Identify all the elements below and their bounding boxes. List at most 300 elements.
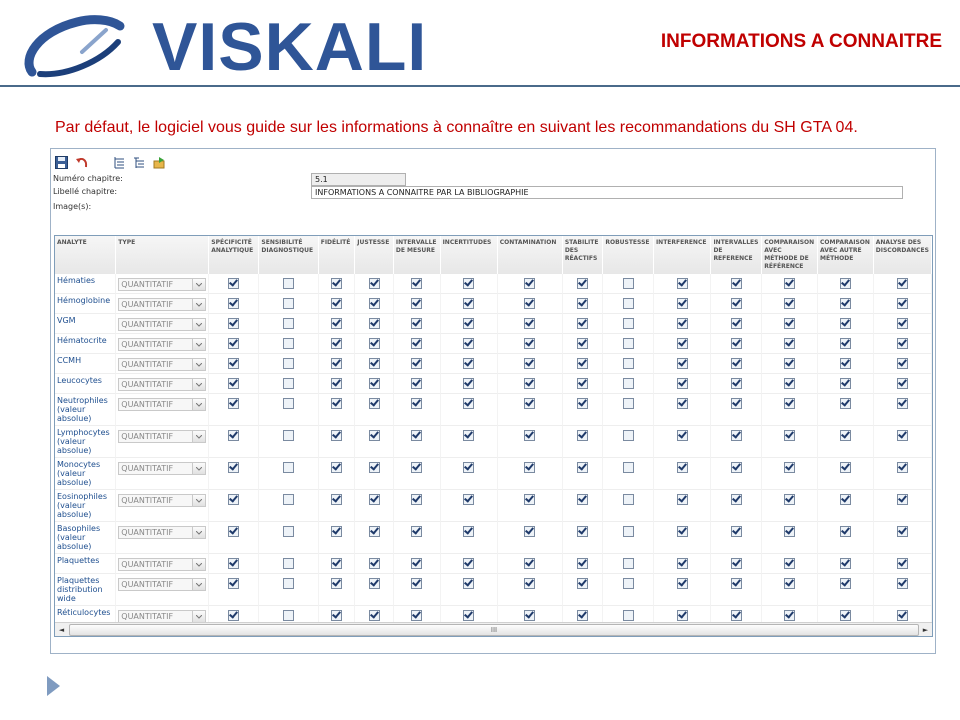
check-cell: [874, 490, 932, 522]
check-cell: [563, 574, 604, 606]
column-header[interactable]: COMPARAISON AVEC MÉTHODE DE RÉFÉRENCE: [762, 236, 818, 274]
requirement-checkbox[interactable]: [897, 494, 908, 505]
requirement-checkbox[interactable]: [228, 338, 239, 349]
requirement-checkbox[interactable]: [463, 278, 474, 289]
requirement-checkbox[interactable]: [731, 578, 742, 589]
scroll-right-button[interactable]: [919, 623, 932, 636]
export-button[interactable]: [151, 154, 167, 170]
check-cell: [762, 522, 818, 554]
requirement-checkbox[interactable]: [577, 298, 588, 309]
save-icon: [55, 156, 68, 169]
requirement-checkbox[interactable]: [623, 278, 634, 289]
requirement-checkbox[interactable]: [228, 398, 239, 409]
requirement-checkbox[interactable]: [283, 278, 294, 289]
requirement-checkbox[interactable]: [677, 338, 688, 349]
requirement-checkbox[interactable]: [331, 398, 342, 409]
chevron-down-icon[interactable]: [192, 527, 205, 538]
requirement-checkbox[interactable]: [897, 398, 908, 409]
requirement-checkbox[interactable]: [524, 558, 535, 569]
requirement-checkbox[interactable]: [369, 338, 380, 349]
type-select-value: QUANTITATIF: [121, 380, 174, 389]
requirement-checkbox[interactable]: [411, 462, 422, 473]
chevron-down-icon[interactable]: [192, 339, 205, 350]
requirement-checkbox[interactable]: [369, 278, 380, 289]
requirement-checkbox[interactable]: [524, 278, 535, 289]
requirement-checkbox[interactable]: [524, 526, 535, 537]
requirement-checkbox[interactable]: [623, 298, 634, 309]
requirement-checkbox[interactable]: [228, 298, 239, 309]
requirement-checkbox[interactable]: [228, 430, 239, 441]
requirement-checkbox[interactable]: [784, 358, 795, 369]
requirement-checkbox[interactable]: [463, 358, 474, 369]
requirement-checkbox[interactable]: [897, 430, 908, 441]
requirement-checkbox[interactable]: [577, 398, 588, 409]
column-header[interactable]: ROBUSTESSE: [603, 236, 654, 274]
requirement-checkbox[interactable]: [623, 358, 634, 369]
requirement-checkbox[interactable]: [463, 526, 474, 537]
requirement-checkbox[interactable]: [784, 378, 795, 389]
type-select[interactable]: [118, 358, 206, 371]
scroll-thumb[interactable]: [69, 624, 919, 636]
type-select-value: QUANTITATIF: [121, 400, 174, 409]
requirement-checkbox[interactable]: [463, 558, 474, 569]
requirement-checkbox[interactable]: [784, 494, 795, 505]
requirement-checkbox[interactable]: [228, 610, 239, 621]
requirement-checkbox[interactable]: [840, 430, 851, 441]
column-header[interactable]: SENSIBILITÉ DIAGNOSTIQUE: [259, 236, 318, 274]
requirement-checkbox[interactable]: [411, 318, 422, 329]
type-select[interactable]: [118, 338, 206, 351]
requirement-checkbox[interactable]: [677, 578, 688, 589]
requirement-checkbox[interactable]: [463, 578, 474, 589]
requirement-checkbox[interactable]: [731, 430, 742, 441]
requirement-checkbox[interactable]: [463, 462, 474, 473]
requirement-checkbox[interactable]: [411, 278, 422, 289]
requirement-checkbox[interactable]: [463, 338, 474, 349]
requirement-checkbox[interactable]: [331, 358, 342, 369]
check-cell: [762, 426, 818, 458]
requirement-checkbox[interactable]: [840, 318, 851, 329]
requirement-checkbox[interactable]: [840, 298, 851, 309]
requirement-checkbox[interactable]: [677, 398, 688, 409]
column-header[interactable]: INTERFERENCE: [654, 236, 711, 274]
column-header[interactable]: CONTAMINATION: [498, 236, 563, 274]
requirement-checkbox[interactable]: [677, 298, 688, 309]
requirement-checkbox[interactable]: [731, 278, 742, 289]
type-select[interactable]: [118, 462, 206, 475]
chevron-down-icon[interactable]: [192, 463, 205, 474]
chevron-down-icon[interactable]: [192, 359, 205, 370]
requirement-checkbox[interactable]: [623, 526, 634, 537]
type-select[interactable]: [118, 526, 206, 539]
requirement-checkbox[interactable]: [331, 298, 342, 309]
analyte-name: VGM: [55, 314, 116, 334]
requirement-checkbox[interactable]: [840, 338, 851, 349]
check-cell: [319, 394, 356, 426]
requirement-checkbox[interactable]: [411, 378, 422, 389]
requirement-checkbox[interactable]: [623, 578, 634, 589]
requirement-checkbox[interactable]: [369, 578, 380, 589]
chapter-label-field[interactable]: INFORMATIONS A CONNAITRE PAR LA BIBLIOGRAPHIE: [311, 186, 903, 199]
check-cell: [603, 574, 654, 606]
check-cell: [498, 334, 563, 354]
check-cell: [355, 354, 394, 374]
requirement-checkbox[interactable]: [623, 610, 634, 621]
requirement-checkbox[interactable]: [784, 578, 795, 589]
type-cell: [116, 314, 209, 334]
check-cell: [394, 334, 441, 354]
requirement-checkbox[interactable]: [463, 610, 474, 621]
requirement-checkbox[interactable]: [897, 278, 908, 289]
requirement-checkbox[interactable]: [524, 610, 535, 621]
requirement-checkbox[interactable]: [228, 278, 239, 289]
requirement-checkbox[interactable]: [331, 494, 342, 505]
requirement-checkbox[interactable]: [840, 278, 851, 289]
requirement-checkbox[interactable]: [897, 378, 908, 389]
requirement-checkbox[interactable]: [331, 318, 342, 329]
chapter-number-field[interactable]: 5.1: [311, 173, 406, 186]
requirement-checkbox[interactable]: [283, 462, 294, 473]
requirement-checkbox[interactable]: [897, 358, 908, 369]
requirement-checkbox[interactable]: [577, 338, 588, 349]
requirement-checkbox[interactable]: [524, 494, 535, 505]
requirement-checkbox[interactable]: [331, 558, 342, 569]
requirement-checkbox[interactable]: [677, 462, 688, 473]
requirement-checkbox[interactable]: [369, 318, 380, 329]
type-select-value: QUANTITATIF: [121, 496, 174, 505]
requirement-checkbox[interactable]: [731, 494, 742, 505]
requirement-checkbox[interactable]: [283, 526, 294, 537]
requirement-checkbox[interactable]: [283, 578, 294, 589]
requirement-checkbox[interactable]: [731, 558, 742, 569]
type-select[interactable]: [118, 578, 206, 591]
requirement-checkbox[interactable]: [463, 318, 474, 329]
requirement-checkbox[interactable]: [369, 558, 380, 569]
requirement-checkbox[interactable]: [840, 558, 851, 569]
column-header[interactable]: ANALYSE DES DISCORDANCES: [874, 236, 932, 274]
column-header[interactable]: JUSTESSE: [355, 236, 394, 274]
type-select[interactable]: [118, 298, 206, 311]
requirement-checkbox[interactable]: [524, 358, 535, 369]
requirement-checkbox[interactable]: [784, 610, 795, 621]
requirement-checkbox[interactable]: [784, 558, 795, 569]
check-cell: [209, 294, 259, 314]
chevron-down-icon[interactable]: [192, 495, 205, 506]
requirement-checkbox[interactable]: [897, 462, 908, 473]
requirement-checkbox[interactable]: [577, 318, 588, 329]
requirement-checkbox[interactable]: [840, 358, 851, 369]
requirement-checkbox[interactable]: [228, 558, 239, 569]
requirement-checkbox[interactable]: [840, 462, 851, 473]
requirement-checkbox[interactable]: [228, 378, 239, 389]
requirement-checkbox[interactable]: [331, 278, 342, 289]
requirement-checkbox[interactable]: [411, 578, 422, 589]
requirement-checkbox[interactable]: [411, 430, 422, 441]
requirement-checkbox[interactable]: [623, 430, 634, 441]
chevron-down-icon[interactable]: [192, 279, 205, 290]
next-slide-arrow-icon[interactable]: [47, 676, 60, 696]
requirement-checkbox[interactable]: [784, 338, 795, 349]
requirement-checkbox[interactable]: [677, 378, 688, 389]
requirement-checkbox[interactable]: [524, 378, 535, 389]
type-select-value: QUANTITATIF: [121, 612, 174, 621]
analyte-name: CCMH: [55, 354, 116, 374]
requirement-checkbox[interactable]: [677, 558, 688, 569]
check-cell: [711, 274, 762, 294]
requirement-checkbox[interactable]: [784, 298, 795, 309]
type-select[interactable]: [118, 278, 206, 291]
column-header[interactable]: INCERTITUDES: [441, 236, 498, 274]
requirement-checkbox[interactable]: [411, 526, 422, 537]
undo-button[interactable]: [73, 154, 89, 170]
indent-icon: [113, 156, 126, 169]
requirement-checkbox[interactable]: [731, 358, 742, 369]
table-row: [55, 522, 932, 554]
requirement-checkbox[interactable]: [228, 578, 239, 589]
requirement-checkbox[interactable]: [840, 610, 851, 621]
requirement-checkbox[interactable]: [411, 558, 422, 569]
column-header[interactable]: TYPE: [116, 236, 209, 274]
requirement-checkbox[interactable]: [784, 430, 795, 441]
requirement-checkbox[interactable]: [897, 298, 908, 309]
requirement-checkbox[interactable]: [524, 398, 535, 409]
requirement-checkbox[interactable]: [897, 318, 908, 329]
table-row: [55, 574, 932, 606]
table-row: [55, 294, 932, 314]
requirement-checkbox[interactable]: [840, 494, 851, 505]
requirement-checkbox[interactable]: [331, 462, 342, 473]
requirement-checkbox[interactable]: [283, 298, 294, 309]
horizontal-scrollbar[interactable]: [55, 622, 932, 636]
requirement-checkbox[interactable]: [623, 398, 634, 409]
requirement-checkbox[interactable]: [731, 338, 742, 349]
indent-button[interactable]: [111, 154, 127, 170]
requirement-checkbox[interactable]: [524, 430, 535, 441]
requirement-checkbox[interactable]: [577, 526, 588, 537]
column-header[interactable]: INTERVALLE DE MESURE: [394, 236, 441, 274]
requirement-checkbox[interactable]: [840, 526, 851, 537]
requirement-checkbox[interactable]: [577, 378, 588, 389]
requirement-checkbox[interactable]: [411, 610, 422, 621]
requirement-checkbox[interactable]: [577, 358, 588, 369]
chevron-down-icon[interactable]: [192, 379, 205, 390]
requirement-checkbox[interactable]: [369, 378, 380, 389]
chevron-down-icon[interactable]: [192, 611, 205, 622]
requirement-checkbox[interactable]: [283, 430, 294, 441]
chevron-down-icon[interactable]: [192, 299, 205, 310]
requirement-checkbox[interactable]: [897, 558, 908, 569]
requirement-checkbox[interactable]: [331, 610, 342, 621]
requirement-checkbox[interactable]: [897, 338, 908, 349]
requirement-checkbox[interactable]: [228, 462, 239, 473]
requirement-checkbox[interactable]: [577, 494, 588, 505]
requirement-checkbox[interactable]: [784, 526, 795, 537]
requirement-checkbox[interactable]: [524, 318, 535, 329]
requirement-checkbox[interactable]: [577, 430, 588, 441]
requirement-checkbox[interactable]: [731, 462, 742, 473]
column-header[interactable]: COMPARAISON AVEC AUTRE MÉTHODE: [818, 236, 874, 274]
type-cell: [116, 490, 209, 522]
requirement-checkbox[interactable]: [283, 378, 294, 389]
requirement-checkbox[interactable]: [463, 494, 474, 505]
requirement-checkbox[interactable]: [411, 494, 422, 505]
requirement-checkbox[interactable]: [677, 494, 688, 505]
requirement-checkbox[interactable]: [283, 358, 294, 369]
column-header[interactable]: SPÉCIFICITÉ ANALYTIQUE: [209, 236, 259, 274]
check-cell: [874, 394, 932, 426]
requirement-checkbox[interactable]: [463, 378, 474, 389]
requirement-checkbox[interactable]: [677, 318, 688, 329]
requirement-checkbox[interactable]: [369, 298, 380, 309]
analyte-name: Hémoglobine: [55, 294, 116, 314]
requirement-checkbox[interactable]: [228, 494, 239, 505]
requirement-checkbox[interactable]: [411, 338, 422, 349]
chevron-down-icon[interactable]: [192, 319, 205, 330]
requirement-checkbox[interactable]: [784, 318, 795, 329]
requirement-checkbox[interactable]: [731, 526, 742, 537]
requirement-checkbox[interactable]: [283, 494, 294, 505]
requirement-checkbox[interactable]: [577, 462, 588, 473]
requirement-checkbox[interactable]: [331, 526, 342, 537]
check-cell: [603, 354, 654, 374]
requirement-checkbox[interactable]: [677, 430, 688, 441]
chevron-down-icon[interactable]: [192, 559, 205, 570]
requirement-checkbox[interactable]: [577, 610, 588, 621]
requirement-checkbox[interactable]: [623, 494, 634, 505]
requirement-checkbox[interactable]: [369, 494, 380, 505]
check-cell: [563, 522, 604, 554]
requirement-checkbox[interactable]: [623, 558, 634, 569]
requirement-checkbox[interactable]: [283, 338, 294, 349]
requirement-checkbox[interactable]: [623, 462, 634, 473]
check-cell: [818, 374, 874, 394]
requirement-checkbox[interactable]: [228, 318, 239, 329]
column-header[interactable]: FIDÉLITÉ: [319, 236, 356, 274]
requirement-checkbox[interactable]: [577, 278, 588, 289]
requirement-checkbox[interactable]: [283, 318, 294, 329]
requirement-checkbox[interactable]: [897, 578, 908, 589]
type-cell: [116, 426, 209, 458]
type-select[interactable]: [118, 318, 206, 331]
type-select[interactable]: [118, 378, 206, 391]
requirement-checkbox[interactable]: [228, 358, 239, 369]
requirement-checkbox[interactable]: [577, 558, 588, 569]
check-cell: [498, 458, 563, 490]
chevron-down-icon[interactable]: [192, 399, 205, 410]
requirement-checkbox[interactable]: [369, 526, 380, 537]
requirement-checkbox[interactable]: [463, 398, 474, 409]
column-header[interactable]: INTERVALLES DE REFERENCE: [711, 236, 762, 274]
requirement-checkbox[interactable]: [623, 378, 634, 389]
requirement-checkbox[interactable]: [331, 378, 342, 389]
requirement-checkbox[interactable]: [228, 526, 239, 537]
requirement-checkbox[interactable]: [840, 378, 851, 389]
check-cell: [209, 574, 259, 606]
requirement-checkbox[interactable]: [331, 338, 342, 349]
outdent-button[interactable]: [131, 154, 147, 170]
requirement-checkbox[interactable]: [524, 578, 535, 589]
check-cell: [711, 314, 762, 334]
check-cell: [441, 354, 498, 374]
requirement-checkbox[interactable]: [369, 462, 380, 473]
check-cell: [355, 294, 394, 314]
requirement-checkbox[interactable]: [677, 278, 688, 289]
requirement-checkbox[interactable]: [524, 338, 535, 349]
requirement-checkbox[interactable]: [283, 398, 294, 409]
chevron-down-icon[interactable]: [192, 431, 205, 442]
requirement-checkbox[interactable]: [463, 298, 474, 309]
requirement-checkbox[interactable]: [677, 610, 688, 621]
requirement-checkbox[interactable]: [677, 526, 688, 537]
requirement-checkbox[interactable]: [369, 358, 380, 369]
requirement-checkbox[interactable]: [897, 526, 908, 537]
check-cell: [603, 394, 654, 426]
type-select-value: QUANTITATIF: [121, 300, 174, 309]
requirement-checkbox[interactable]: [369, 430, 380, 441]
check-cell: [874, 554, 932, 574]
type-select[interactable]: [118, 430, 206, 443]
requirement-checkbox[interactable]: [897, 610, 908, 621]
check-cell: [818, 274, 874, 294]
requirement-checkbox[interactable]: [411, 398, 422, 409]
requirement-checkbox[interactable]: [784, 278, 795, 289]
type-select[interactable]: [118, 398, 206, 411]
check-cell: [319, 522, 356, 554]
requirement-checkbox[interactable]: [784, 398, 795, 409]
requirement-checkbox[interactable]: [731, 378, 742, 389]
column-header[interactable]: ANALYTE: [55, 236, 116, 274]
requirement-checkbox[interactable]: [577, 578, 588, 589]
check-cell: [818, 426, 874, 458]
requirement-checkbox[interactable]: [731, 610, 742, 621]
requirement-checkbox[interactable]: [784, 462, 795, 473]
scroll-left-button[interactable]: [55, 623, 68, 636]
requirement-checkbox[interactable]: [411, 358, 422, 369]
requirement-checkbox[interactable]: [331, 430, 342, 441]
check-cell: [874, 458, 932, 490]
requirement-checkbox[interactable]: [623, 318, 634, 329]
requirement-checkbox[interactable]: [731, 298, 742, 309]
requirement-checkbox[interactable]: [283, 558, 294, 569]
chevron-down-icon[interactable]: [192, 579, 205, 590]
requirement-checkbox[interactable]: [524, 298, 535, 309]
requirement-checkbox[interactable]: [524, 462, 535, 473]
type-select[interactable]: [118, 558, 206, 571]
type-select[interactable]: [118, 494, 206, 507]
check-cell: [498, 374, 563, 394]
requirement-checkbox[interactable]: [840, 398, 851, 409]
type-select-value: QUANTITATIF: [121, 432, 174, 441]
requirement-checkbox[interactable]: [840, 578, 851, 589]
requirement-checkbox[interactable]: [677, 358, 688, 369]
requirement-checkbox[interactable]: [623, 338, 634, 349]
check-cell: [654, 554, 711, 574]
requirement-checkbox[interactable]: [331, 578, 342, 589]
column-header[interactable]: STABILITE DES RÉACTIFS: [563, 236, 604, 274]
table-row: [55, 374, 932, 394]
check-cell: [563, 374, 604, 394]
requirement-checkbox[interactable]: [283, 610, 294, 621]
requirement-checkbox[interactable]: [369, 398, 380, 409]
requirement-checkbox[interactable]: [369, 610, 380, 621]
check-cell: [394, 426, 441, 458]
requirement-checkbox[interactable]: [731, 398, 742, 409]
requirement-checkbox[interactable]: [731, 318, 742, 329]
requirement-checkbox[interactable]: [463, 430, 474, 441]
save-button[interactable]: [53, 154, 69, 170]
requirement-checkbox[interactable]: [411, 298, 422, 309]
check-cell: [355, 490, 394, 522]
